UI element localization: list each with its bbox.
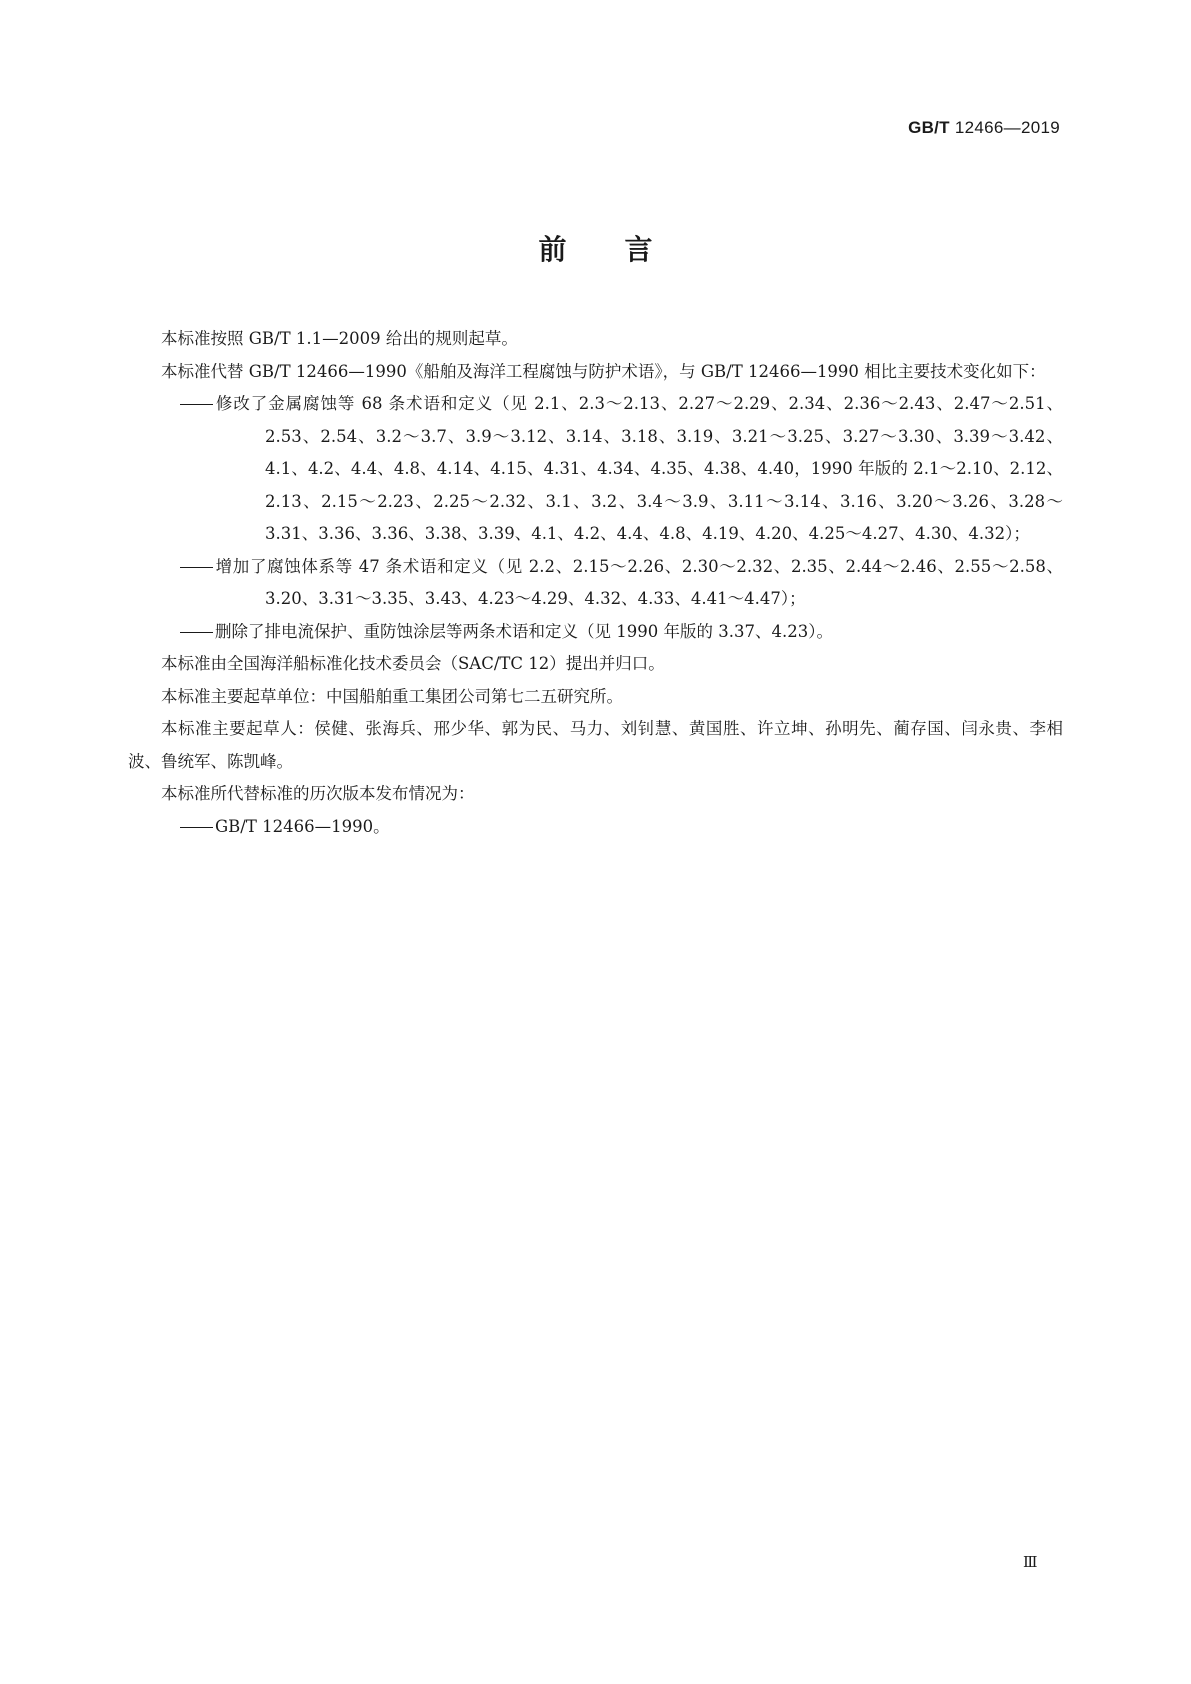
list-item-added-terms (180, 551, 1063, 616)
document-body (128, 323, 1063, 843)
list-item-history-version (180, 811, 1063, 844)
standard-code-prefix: GB/T (908, 118, 950, 137)
paragraph-drafting-unit: 本标准主要起草单位：中国船舶重工集团公司第七二五研究所。 (161, 686, 623, 706)
paragraph-drafting-rules: 本标准按照 GB/T 1.1—2009 给出的规则起草。 (161, 329, 518, 348)
list-item-text: 修改了金属腐蚀等 68 条术语和定义（见 2.1、2.3～2.13、2.27～2.29、2.34、2.36～2.43、2.47～2.51、2.53、2.54、3.2～3.7、3.9～3.12、3.14、3.18、3.19、3.21～3.25、3.27～3.30、3.39～3.42、4.1、4.2、4.4、4.8、4.14、4.15、4.31、4.34、4.35、4.38、4.40，1990 年版的 2.1～2.10、2.12、2.13、2.15～2.23、2.25～2.32、3.1、3.2、3.4～3.9、3.11～3.14、3.16、3.20～3.26、3.28～3.31、3.36、3.36、3.38、3.39、4.1、4.2、4.4、4.8、4.19、4.20、4.25～4.27、4.30、4.32）； (215, 394, 1063, 543)
paragraph-proposer: 本标准由全国海洋船标准化技术委员会（SAC/TC 12）提出并归口。 (161, 654, 665, 673)
list-item-modified-terms (180, 388, 1063, 551)
list-item-text: 删除了排电流保护、重防蚀涂层等两条术语和定义（见 1990 年版的 3.37、4.23）。 (215, 621, 833, 641)
dash-marker (180, 404, 213, 405)
list-item-text: GB/T 12466—1990。 (215, 816, 390, 836)
standard-code-number: 12466—2019 (954, 118, 1060, 137)
dash-marker (180, 567, 213, 568)
paragraph-drafters: 本标准主要起草人：侯健、张海兵、邢少华、郭为民、马力、刘钊慧、黄国胜、许立坤、孙明先、蔺存国、闫永贵、李相波、鲁统军、陈凯峰。 (128, 719, 1063, 771)
standard-code-header (908, 118, 1060, 138)
page-number: Ⅲ (1023, 1555, 1038, 1571)
paragraph-history: 本标准所代替标准的历次版本发布情况为： (161, 784, 475, 803)
page-title: 前言 (538, 233, 711, 266)
list-item-text: 增加了腐蚀体系等 47 条术语和定义（见 2.2、2.15～2.26、2.30～2.32、2.35、2.44～2.46、2.55～2.58、3.20、3.31～3.35、3.43、4.23～4.29、4.32、4.33、4.41～4.47）； (215, 556, 1063, 608)
list-item-deleted-terms (180, 616, 1063, 649)
dash-marker (180, 827, 213, 828)
paragraph-replacement: 本标准代替 GB/T 12466—1990《船舶及海洋工程腐蚀与防护术语》，与 GB/T 12466—1990 相比主要技术变化如下： (161, 361, 1046, 381)
dash-marker (180, 632, 213, 633)
